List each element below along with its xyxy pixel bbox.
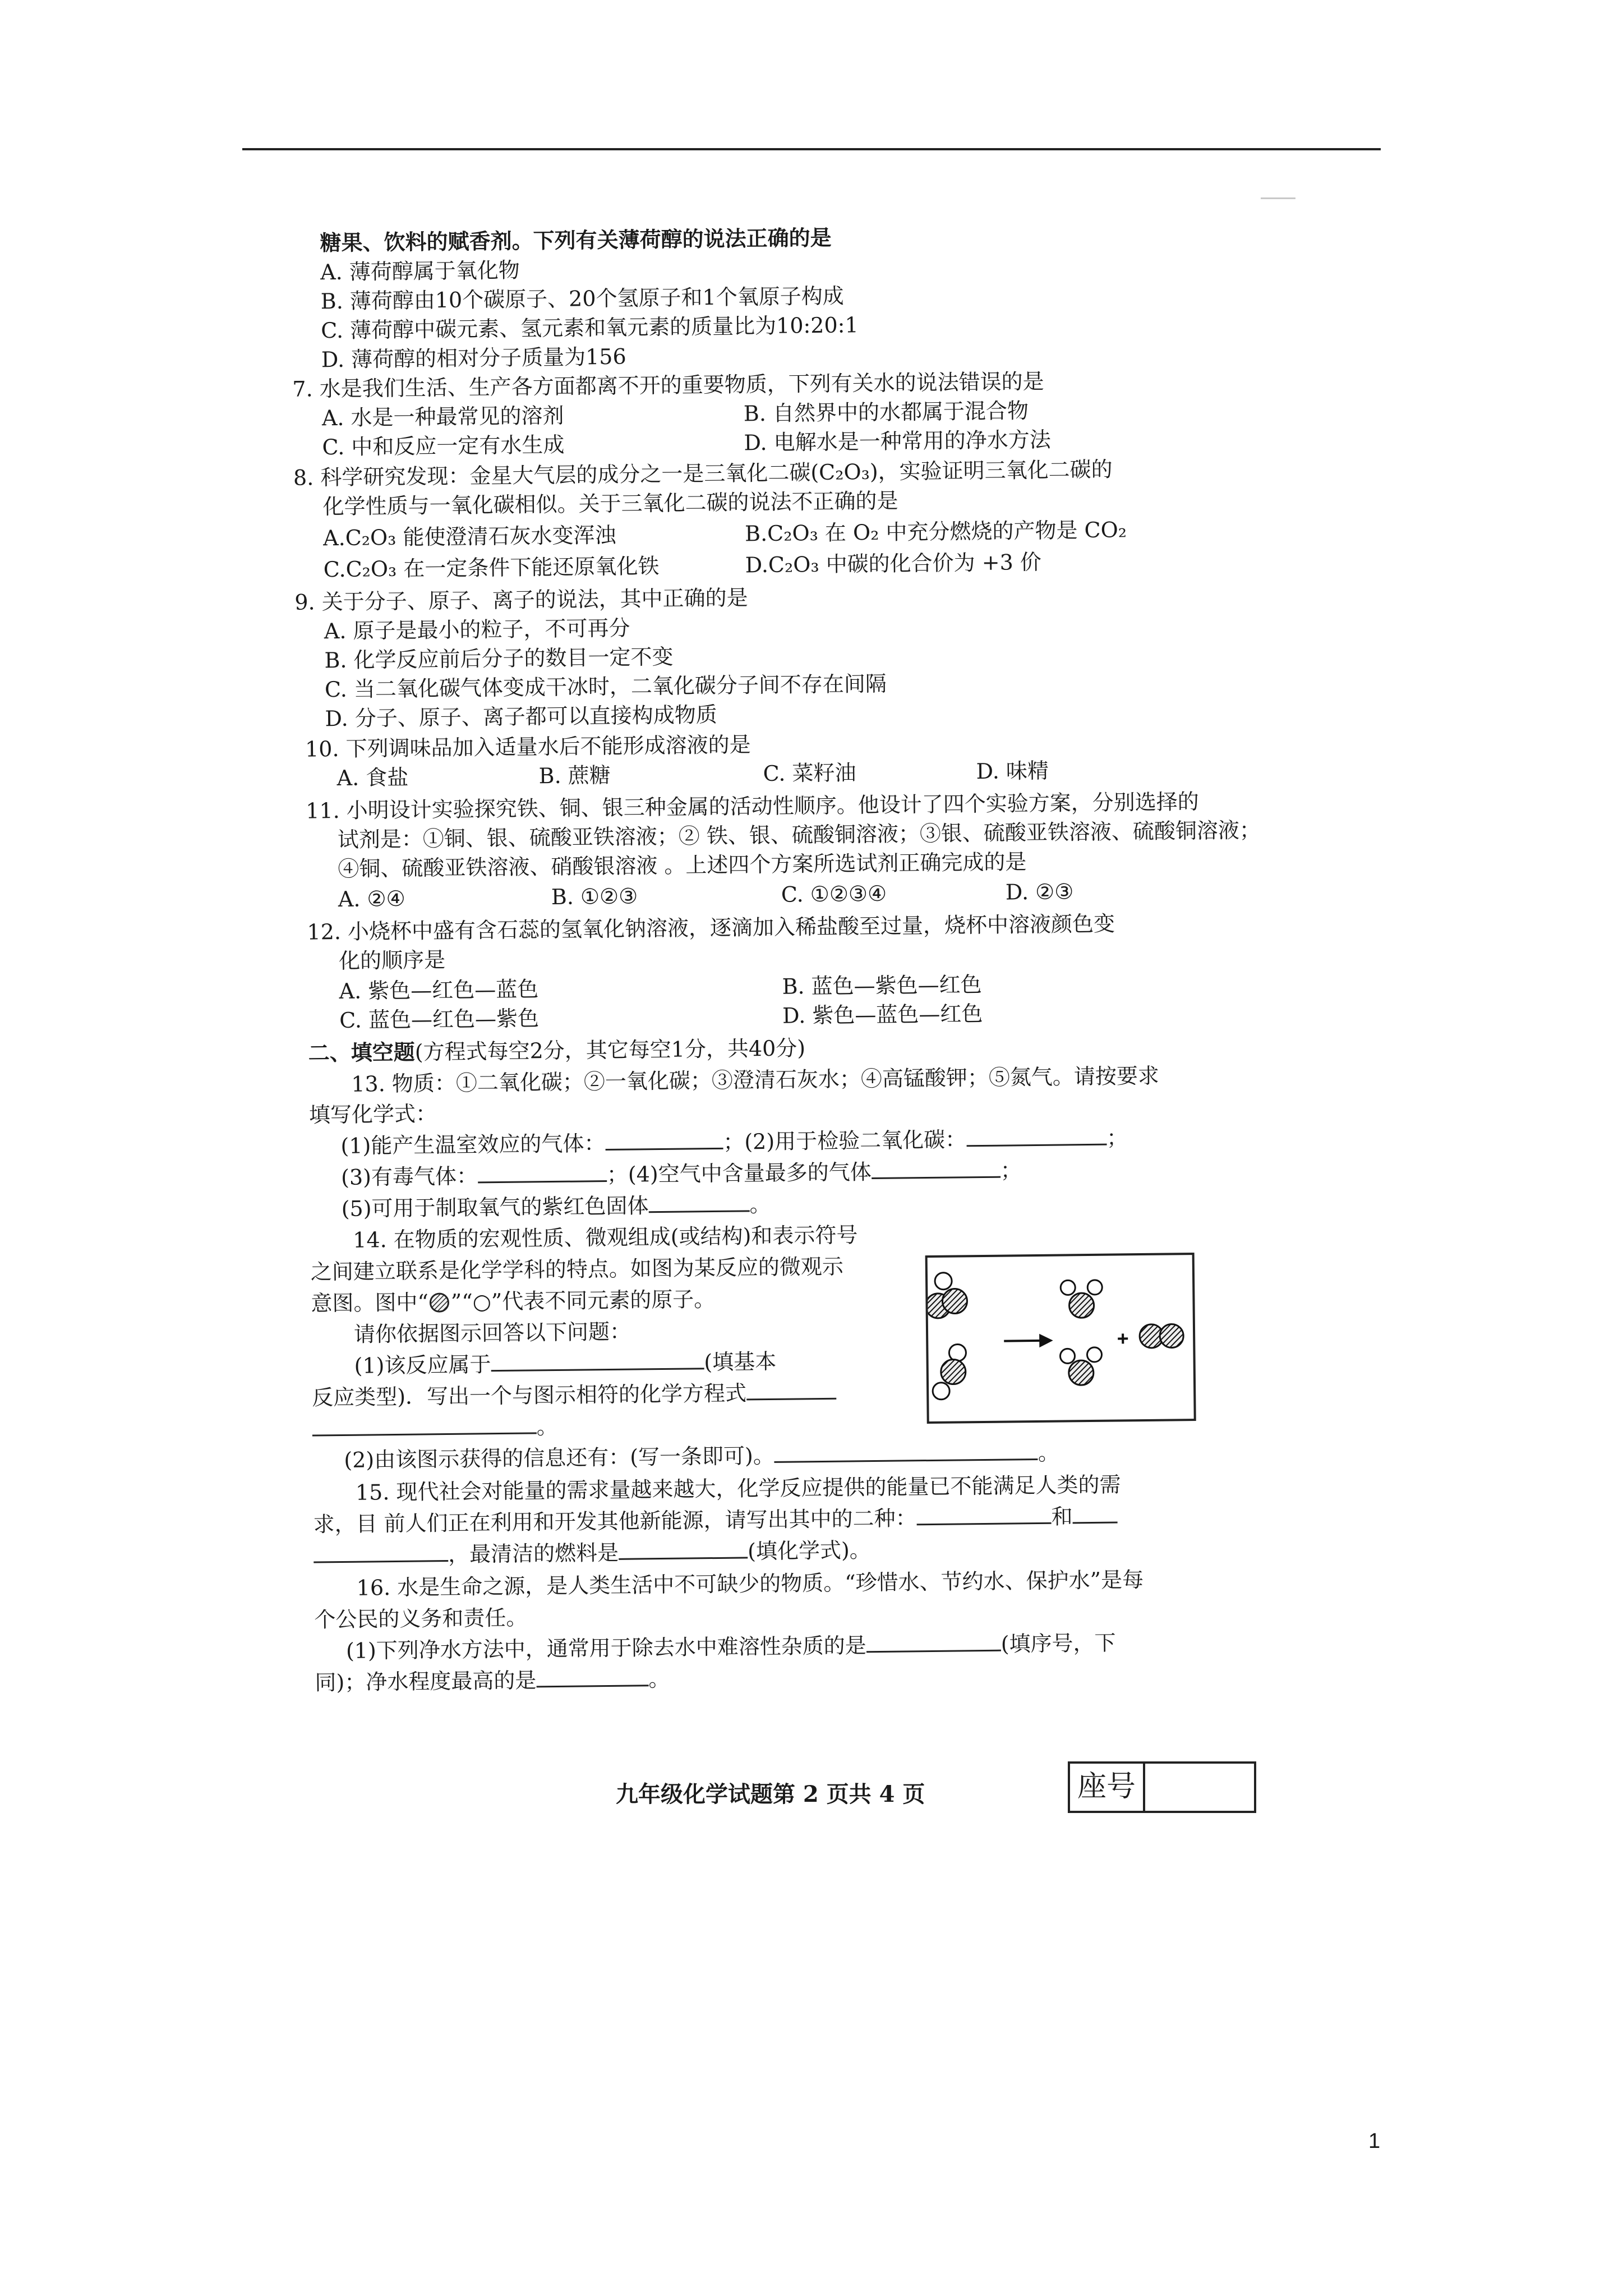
reactant-water-molecule-2 [932, 1344, 966, 1400]
q14-equation-blank-a[interactable] [746, 1381, 836, 1401]
q7-option-b: B. 自然界中的水都属于混合物 [743, 398, 1029, 426]
q13-part5-label: (5)可用于制取氧气的紫红色固体 [341, 1193, 649, 1221]
q14-line3 [311, 1286, 715, 1317]
hatched-atom-icon [428, 1291, 451, 1314]
q12-option-b: B. 蓝色—紫色—红色 [782, 972, 982, 999]
q8-stem-line1: 8. 科学研究发现：金星大气层的成分之一是三氧化二碳(C₂O₃)，实验证明三氧化二碳的 [293, 457, 1113, 490]
q13-answer-2-blank[interactable] [966, 1127, 1106, 1147]
q13-part3-line [341, 1157, 1022, 1191]
q16-period: 。 [648, 1666, 670, 1692]
q8-option-b: B.C₂O₃ 在 O₂ 中充分燃烧的产物是 CO₂ [744, 517, 1127, 546]
q13-answer-5-blank[interactable] [648, 1193, 749, 1213]
q14-line8 [344, 1439, 1059, 1474]
q11-option-d: D. ②③ [1005, 879, 1074, 905]
q14-line3-part2: ”“○”代表不同元素的原子。 [450, 1286, 716, 1314]
q11-stem-line2: 试剂是：①铜、银、硫酸亚铁溶液；② 铁、银、硫酸铜溶液；③银、硫酸亚铁溶液、硫酸铜溶液； [337, 817, 1261, 852]
q14-line6 [312, 1379, 836, 1411]
q14-line5 [354, 1348, 776, 1379]
q14-info-blank[interactable] [774, 1442, 1038, 1463]
q10-option-b: B. 蔗糖 [538, 762, 611, 789]
q8-option-a: A.C₂O₃ 能使澄清石灰水变浑浊 [322, 522, 616, 551]
q14-part1-label: (1)该反应属于 [354, 1352, 491, 1378]
reaction-diagram-graphic [928, 1255, 1194, 1421]
product-water-molecule-2 [1060, 1347, 1102, 1386]
q16-insoluble-blank[interactable] [866, 1633, 1001, 1653]
q7-stem: 7. 水是我们生活、生产各方面都离不开的重要物质，下列有关水的说法错误的是 [292, 369, 1044, 402]
reaction-micro-diagram [925, 1253, 1196, 1424]
reaction-arrow [1004, 1336, 1050, 1346]
q10-option-a: A. 食盐 [336, 765, 409, 791]
q13-answer-4-blank[interactable] [872, 1159, 1000, 1179]
q12-option-d: D. 紫色—蓝色—红色 [782, 1001, 983, 1028]
q16-highest-purity-blank[interactable] [536, 1668, 648, 1687]
q14-equation-label: 反应类型)．写出一个与图示相符的化学方程式 [311, 1381, 747, 1410]
q16-part2-label: 同)；净水程度最高的是 [315, 1668, 537, 1695]
q15-line3 [313, 1536, 871, 1569]
q11-stem-line1: 11. 小明设计实验探究铁、铜、银三种金属的活动性顺序。他设计了四个实验方案，分别选择的 [306, 789, 1199, 823]
q9-stem: 9. 关于分子、原子、离子的说法，其中正确的是 [294, 585, 748, 615]
seat-number-box [1068, 1761, 1256, 1813]
seat-number-label: 座号 [1070, 1764, 1145, 1811]
q6-option-d: D. 薄荷醇的相对分子质量为156 [321, 344, 626, 372]
q16-part1-label: (1)下列净水方法中，通常用于除去水中难溶性杂质的是 [345, 1633, 866, 1663]
q10-option-c: C. 菜籽油 [763, 760, 856, 786]
q12-stem-line1: 12. 小烧杯中盛有含石蕊的氢氧化钠溶液，逐滴加入稀盐酸至过量，烧杯中溶液颜色变 [307, 911, 1115, 945]
product-water-molecule-1 [1061, 1280, 1103, 1318]
section2-title: 二、填空题 [308, 1039, 416, 1066]
q12-stem-line2: 化的顺序是 [338, 947, 446, 973]
page-footer: 九年级化学试题第 2 页共 4 页 [616, 1781, 925, 1807]
q14-line1: 14. 在物质的宏观性质、微观组成(或结构)和表示符号 [353, 1222, 858, 1253]
q13-stem: 13. 物质：①二氧化碳；②一氧化碳；③澄清石灰水；④高锰酸钾；⑤氮气。请按要求 [351, 1063, 1160, 1097]
q7-option-a: A. 水是一种最常见的溶剂 [321, 403, 564, 431]
q15-line1: 15. 现代社会对能量的需求量越来越大，化学反应提供的能量已不能满足人类的需 [355, 1472, 1121, 1505]
q14-line7 [312, 1413, 558, 1443]
q10-option-d: D. 味精 [976, 758, 1049, 784]
q7-option-c: C. 中和反应一定有水生成 [322, 432, 565, 460]
section2-heading [308, 1034, 806, 1066]
q9-option-d: D. 分子、原子、离子都可以直接构成物质 [325, 702, 718, 731]
q16-line3 [346, 1630, 1116, 1664]
q13-answer-3-blank[interactable] [478, 1163, 607, 1183]
q12-option-c: C. 蓝色—红色—紫色 [339, 1006, 540, 1033]
product-oxygen-molecule [1140, 1324, 1183, 1348]
q10-stem: 10. 下列调味品加入适量水后不能形成溶液的是 [305, 732, 751, 762]
q15-energy-1-blank[interactable] [916, 1506, 1051, 1526]
exam-page-content [280, 197, 1308, 1902]
q11-stem-line3: ④铜、硫酸亚铁溶液、硝酸银溶液 。上述四个方案所选试剂正确完成的是 [338, 849, 1027, 881]
q6-option-a: A. 薄荷醇属于氧化物 [320, 257, 520, 285]
q14-equation-blank-b[interactable] [312, 1415, 537, 1436]
q11-option-c: C. ①②③④ [781, 881, 887, 907]
q15-line2-label: 求，目 前人们正在利用和开发其他新能源，请写出其中的二种： [313, 1506, 917, 1537]
q16-line4 [315, 1665, 670, 1696]
q16-part1-tail: (填序号，下 [1000, 1630, 1116, 1657]
q14-line3-part1: 意图。图中“ [311, 1290, 429, 1316]
q11-option-a: A. ②④ [338, 886, 405, 912]
q8-option-c: C.C₂O₃ 在一定条件下能还原氧化铁 [323, 553, 660, 582]
q13-part4-label: ；(4)空气中含量最多的气体 [606, 1159, 872, 1187]
q8-stem-line2: 化学性质与一氧化碳相似。关于三氧化二碳的说法不正确的是 [322, 488, 898, 519]
q9-option-a: A. 原子是最小的粒子，不可再分 [324, 615, 630, 644]
section2-note: (方程式每空2分，其它每空1分，共40分) [414, 1036, 806, 1065]
q6-option-b: B. 薄荷醇由10个碳原子、20个氢原子和1个氧原子构成 [320, 283, 844, 314]
plus-sign [1118, 1333, 1128, 1343]
q12-option-a: A. 紫色—红色—蓝色 [339, 977, 539, 1004]
q14-reaction-type-blank[interactable] [491, 1351, 704, 1372]
header-rule [242, 148, 1381, 150]
q13-part2-label: ；(2)用于检验二氧化碳： [723, 1127, 967, 1154]
q15-energy-2-blank-b[interactable] [313, 1543, 448, 1563]
q13-period: 。 [749, 1191, 771, 1217]
q15-cleanest-fuel-blank[interactable] [619, 1540, 748, 1559]
q7-option-d: D. 电解水是一种常用的净水方法 [744, 427, 1051, 455]
q9-option-c: C. 当二氧化碳气体变成干冰时，二氧化碳分子间不存在间隔 [324, 671, 887, 702]
reactant-water-molecule-1 [928, 1272, 967, 1318]
q13-stem2: 填写化学式： [308, 1101, 437, 1128]
q13-part5-line [341, 1191, 771, 1222]
q16-line2: 个公民的义务和责任。 [314, 1605, 528, 1632]
q14-part2-label: (2)由该图示获得的信息还有：(写一条即可)。 [344, 1443, 775, 1473]
q13-part3-label: (3)有毒气体： [340, 1163, 478, 1190]
q13-semicolon: ； [1000, 1158, 1022, 1183]
q13-semicolon: ； [1106, 1125, 1128, 1151]
q16-line1: 16. 水是生命之源，是人类生活中不可缺少的物质。“珍惜水、节约水、保护水”是每 [356, 1567, 1144, 1600]
q11-option-b: B. ①②③ [551, 884, 638, 910]
q15-cleanest-label: ，最清洁的燃料是 [448, 1540, 619, 1567]
q14-line4: 请你依据图示回答以下问题： [353, 1319, 631, 1347]
q13-part1-label: (1)能产生温室效应的气体： [340, 1131, 606, 1158]
q15-and: 和 [1051, 1504, 1073, 1529]
q8-option-d: D.C₂O₃ 中碳的化合价为 +3 价 [745, 549, 1042, 578]
q15-energy-2-blank-a[interactable] [1072, 1504, 1117, 1524]
q6-option-c: C. 薄荷醇中碳元素、氢元素和氧元素的质量比为10:20:1 [321, 312, 859, 343]
q9-option-b: B. 化学反应前后分子的数目一定不变 [324, 644, 674, 673]
q14-part1-tail: (填基本 [704, 1349, 777, 1375]
seat-number-field[interactable] [1145, 1764, 1254, 1811]
q15-line2 [313, 1502, 1118, 1538]
q13-answer-1-blank[interactable] [605, 1131, 723, 1151]
q6-stem: 糖果、饮料的赋香剂。下列有关薄荷醇的说法正确的是 [320, 224, 832, 256]
q14-period: 。 [1038, 1440, 1060, 1465]
page-number: 1 [1368, 2129, 1381, 2153]
q15-cleanest-tail: (填化学式)。 [747, 1538, 872, 1564]
q14-line2: 之间建立联系是化学学科的特点。如图为某反应的微观示 [310, 1254, 844, 1285]
q13-part1-line [340, 1124, 1128, 1159]
q14-period: 。 [536, 1414, 559, 1439]
